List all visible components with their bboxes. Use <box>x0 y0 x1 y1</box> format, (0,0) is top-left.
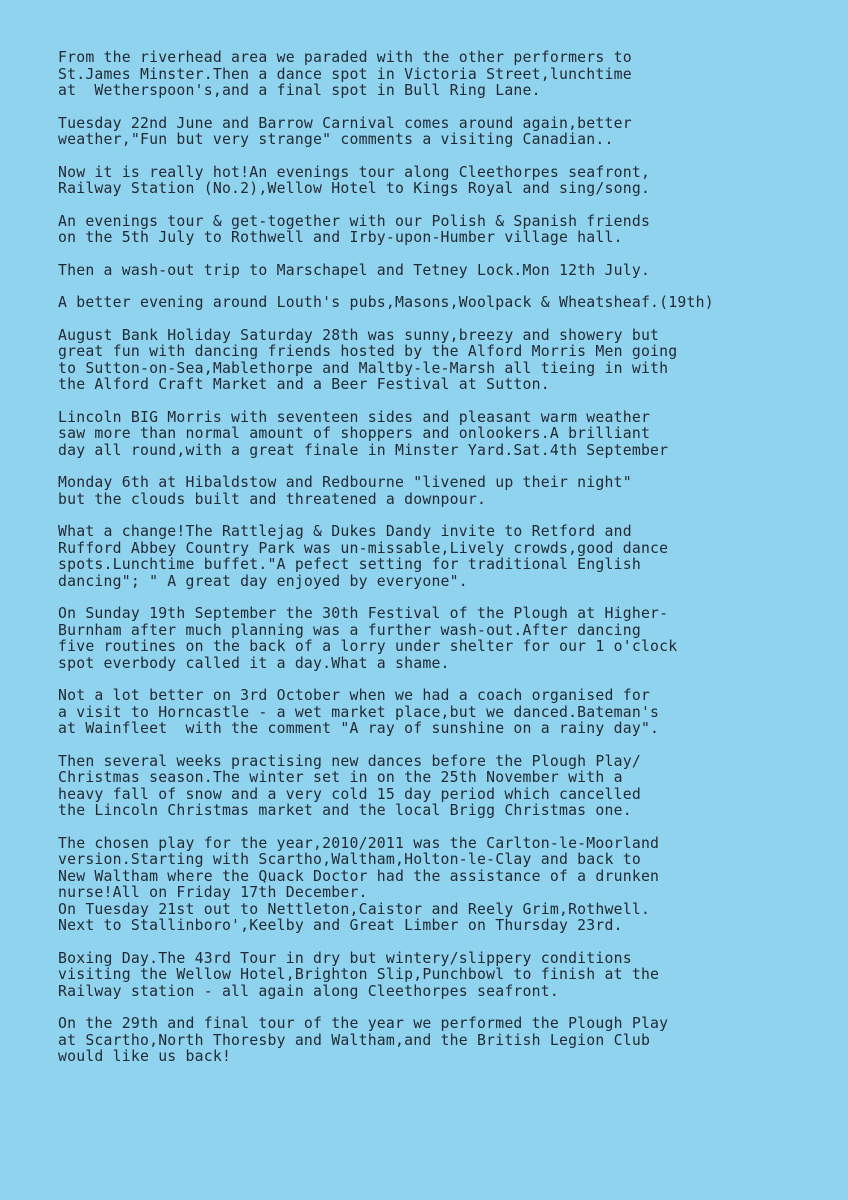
text-line: nurse!All on Friday 17th December. <box>58 884 368 901</box>
text-line: Then several weeks practising new dances before the Plough Play/ <box>58 752 641 770</box>
text-line: heavy fall of snow and a very cold 15 day period which cancelled <box>58 785 641 803</box>
text-line: great fun with dancing friends hosted by the Alford Morris Men going <box>58 343 678 360</box>
paragraph <box>58 524 828 590</box>
text-line: New Waltham where the Quack Doctor had the assistance of a drunken <box>58 867 660 885</box>
text-line: Boxing Day.The 43rd Tour in dry but wintery/slippery conditions <box>58 949 632 967</box>
text-line: dancing"; " A great day enjoyed by everyone". <box>58 572 468 590</box>
paragraph <box>58 410 828 460</box>
text-line: Not a lot better on 3rd October when we had a coach organised for <box>58 687 651 704</box>
text-line: August Bank Holiday Saturday 28th was sunny,breezy and showery but <box>58 326 660 344</box>
paragraph <box>58 754 828 820</box>
text-line: Tuesday 22nd June and Barrow Carnival comes around again,better <box>58 114 632 132</box>
text-line: Burnham after much planning was a further wash-out.After dancing <box>58 621 641 639</box>
text-line: would like us back! <box>58 1048 232 1065</box>
text-line: On Tuesday 21st out to Nettleton,Caistor and Reely Grim,Rothwell. <box>58 900 651 918</box>
text-line: Christmas season.The winter set in on the 25th November with a <box>58 769 623 786</box>
text-line: Monday 6th at Hibaldstow and Redbourne "livened up their night" <box>58 474 632 491</box>
text-line: Railway station - all again along Cleethorpes seafront. <box>58 982 559 1000</box>
typed-text-body <box>58 50 828 1082</box>
paragraph <box>58 263 828 280</box>
paragraph <box>58 1016 828 1066</box>
text-line: Lincoln BIG Morris with seventeen sides and pleasant warm weather <box>58 408 651 426</box>
text-line: The chosen play for the year,2010/2011 was the Carlton-le-Moorland <box>58 834 660 852</box>
text-line: From the riverhead area we paraded with the other performers to <box>58 49 632 66</box>
text-line: at Scartho,North Thoresby and Waltham,and the British Legion Club <box>58 1031 651 1049</box>
paragraph <box>58 328 828 394</box>
paragraph <box>58 50 828 100</box>
paragraph <box>58 688 828 738</box>
text-line: What a change!The Rattlejag & Dukes Dandy invite to Retford and <box>58 523 632 540</box>
text-line: to Sutton-on-Sea,Mablethorpe and Maltby-le-Marsh all tieing in with <box>58 359 669 377</box>
text-line: but the clouds built and threatened a downpour. <box>58 490 487 508</box>
paragraph <box>58 475 828 508</box>
text-line: Now it is really hot!An evenings tour along Cleethorpes seafront, <box>58 163 651 181</box>
text-line: Next to Stallinboro',Keelby and Great Limber on Thursday 23rd. <box>58 917 623 934</box>
text-line: saw more than normal amount of shoppers and onlookers.A brilliant <box>58 425 651 442</box>
paragraph <box>58 165 828 198</box>
text-line: at Wainfleet with the comment "A ray of sunshine on a rainy day". <box>58 720 660 737</box>
text-line: version.Starting with Scartho,Waltham,Holton-le-Clay and back to <box>58 851 641 868</box>
text-line: An evenings tour & get-together with our Polish & Spanish friends <box>58 212 651 230</box>
text-line: Rufford Abbey Country Park was un-missable,Lively crowds,good dance <box>58 539 669 557</box>
text-line: visiting the Wellow Hotel,Brighton Slip,Punchbowl to finish at the <box>58 966 660 983</box>
paragraph <box>58 836 828 935</box>
text-line: on the 5th July to Rothwell and Irby-upon-Humber village hall. <box>58 229 623 246</box>
text-line: A better evening around Louth's pubs,Masons,Woolpack & Wheatsheaf.(19th) <box>58 294 714 311</box>
text-line: On the 29th and final tour of the year we performed the Plough Play <box>58 1015 669 1032</box>
paragraph <box>58 951 828 1001</box>
text-line: On Sunday 19th September the 30th Festival of the Plough at Higher- <box>58 605 669 622</box>
text-line: Railway Station (No.2),Wellow Hotel to Kings Royal and sing/song. <box>58 180 651 197</box>
text-line: five routines on the back of a lorry under shelter for our 1 o'clock <box>58 638 678 655</box>
text-line: a visit to Horncastle - a wet market place,but we danced.Bateman's <box>58 703 660 721</box>
text-line: the Lincoln Christmas market and the local Brigg Christmas one. <box>58 802 632 819</box>
paragraph <box>58 606 828 672</box>
text-line: the Alford Craft Market and a Beer Festival at Sutton. <box>58 376 550 393</box>
paragraph <box>58 214 828 247</box>
text-line: day all round,with a great finale in Minster Yard.Sat.4th September <box>58 441 669 459</box>
paragraph <box>58 295 828 312</box>
text-line: spots.Lunchtime buffet."A pefect setting for traditional English <box>58 556 641 573</box>
text-line: spot everbody called it a day.What a shame. <box>58 654 450 672</box>
text-line: St.James Minster.Then a dance spot in Victoria Street,lunchtime <box>58 65 632 83</box>
text-line: weather,"Fun but very strange" comments a visiting Canadian.. <box>58 131 614 148</box>
text-line: at Wetherspoon's,and a final spot in Bull Ring Lane. <box>58 82 541 99</box>
paragraph <box>58 116 828 149</box>
text-line: Then a wash-out trip to Marschapel and Tetney Lock.Mon 12th July. <box>58 261 651 279</box>
